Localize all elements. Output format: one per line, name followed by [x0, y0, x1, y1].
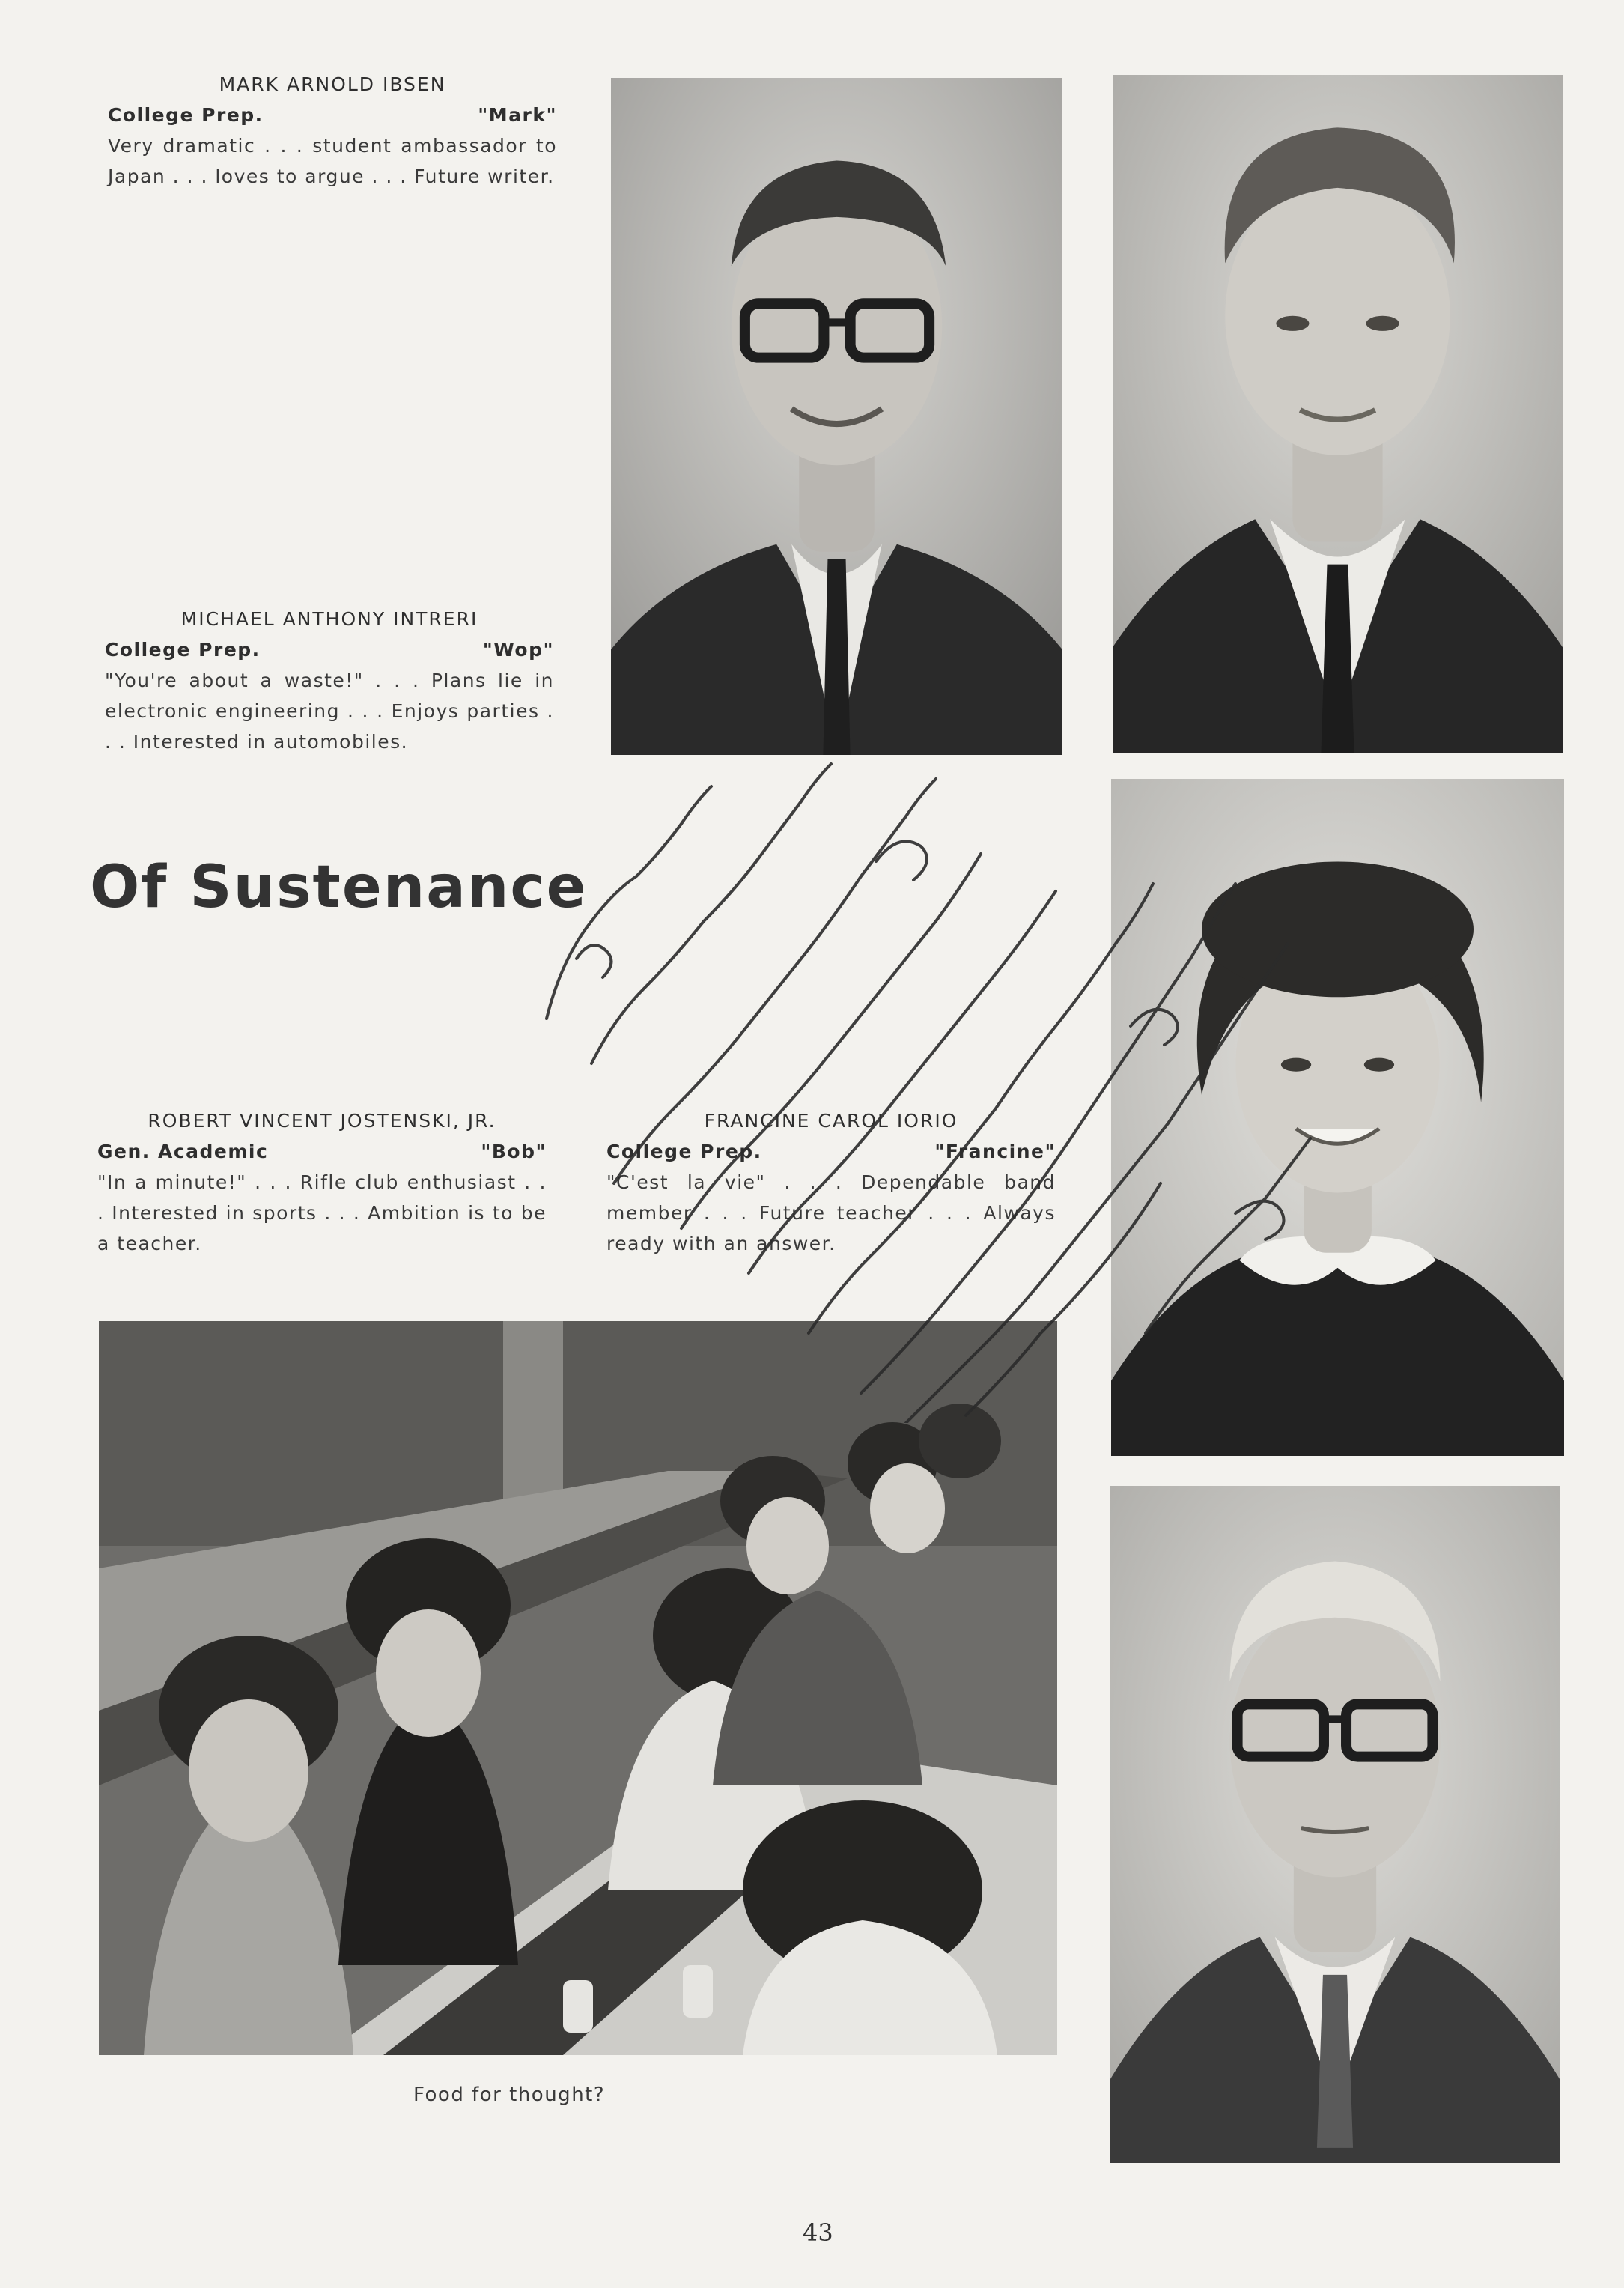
student-description: "You're about a waste!" . . . Plans lie in electronic engineering . . . Enjoys parties . . . Interested in automobiles. [105, 670, 554, 753]
student-course: College Prep. [606, 1141, 762, 1162]
student-description: "In a minute!" . . . Rifle club enthusiast . . . Interested in sports . . . Ambition is to be a teacher. [97, 1171, 547, 1254]
student-course: College Prep. [108, 104, 264, 126]
cafeteria-photo [99, 1321, 1057, 2055]
student-name: MICHAEL ANTHONY INTRERI [180, 608, 478, 630]
student-nickname: "Mark" [478, 104, 557, 126]
course-row [606, 1136, 1056, 1167]
course-row [97, 1136, 547, 1167]
bio-robert-jostenski [97, 1105, 547, 1259]
student-course: Gen. Academic [97, 1141, 269, 1162]
portrait-photo-robert-jostenski [1110, 1486, 1560, 2163]
student-description: "C'est la vie" . . . Dependable band member . . . Future teacher . . . Always ready with an answer. [606, 1171, 1056, 1254]
student-nickname: "Bob" [481, 1141, 547, 1162]
portrait-photo-michael-intreri [1113, 75, 1563, 753]
section-title: Of Sustenance [90, 854, 588, 921]
portrait-photo-francine-iorio [1111, 779, 1564, 1456]
student-nickname: "Wop" [482, 639, 554, 661]
bio-francine-iorio [606, 1105, 1056, 1259]
bio-michael-intreri [105, 604, 554, 757]
student-name: FRANCINE CAROL IORIO [704, 1110, 958, 1132]
student-description: Very dramatic . . . student ambassador to Japan . . . loves to argue . . . Future writer. [108, 135, 557, 187]
page-number: 43 [803, 2218, 833, 2247]
bio-mark-ibsen [108, 69, 557, 192]
photo-caption: Food for thought? [413, 2084, 606, 2106]
course-row [105, 634, 554, 665]
student-nickname: "Francine" [934, 1141, 1056, 1162]
portrait-photo-mark-ibsen [611, 78, 1062, 755]
course-row [108, 100, 557, 130]
student-name: MARK ARNOLD IBSEN [219, 73, 446, 95]
student-course: College Prep. [105, 639, 261, 661]
student-name: ROBERT VINCENT JOSTENSKI, JR. [148, 1110, 496, 1132]
